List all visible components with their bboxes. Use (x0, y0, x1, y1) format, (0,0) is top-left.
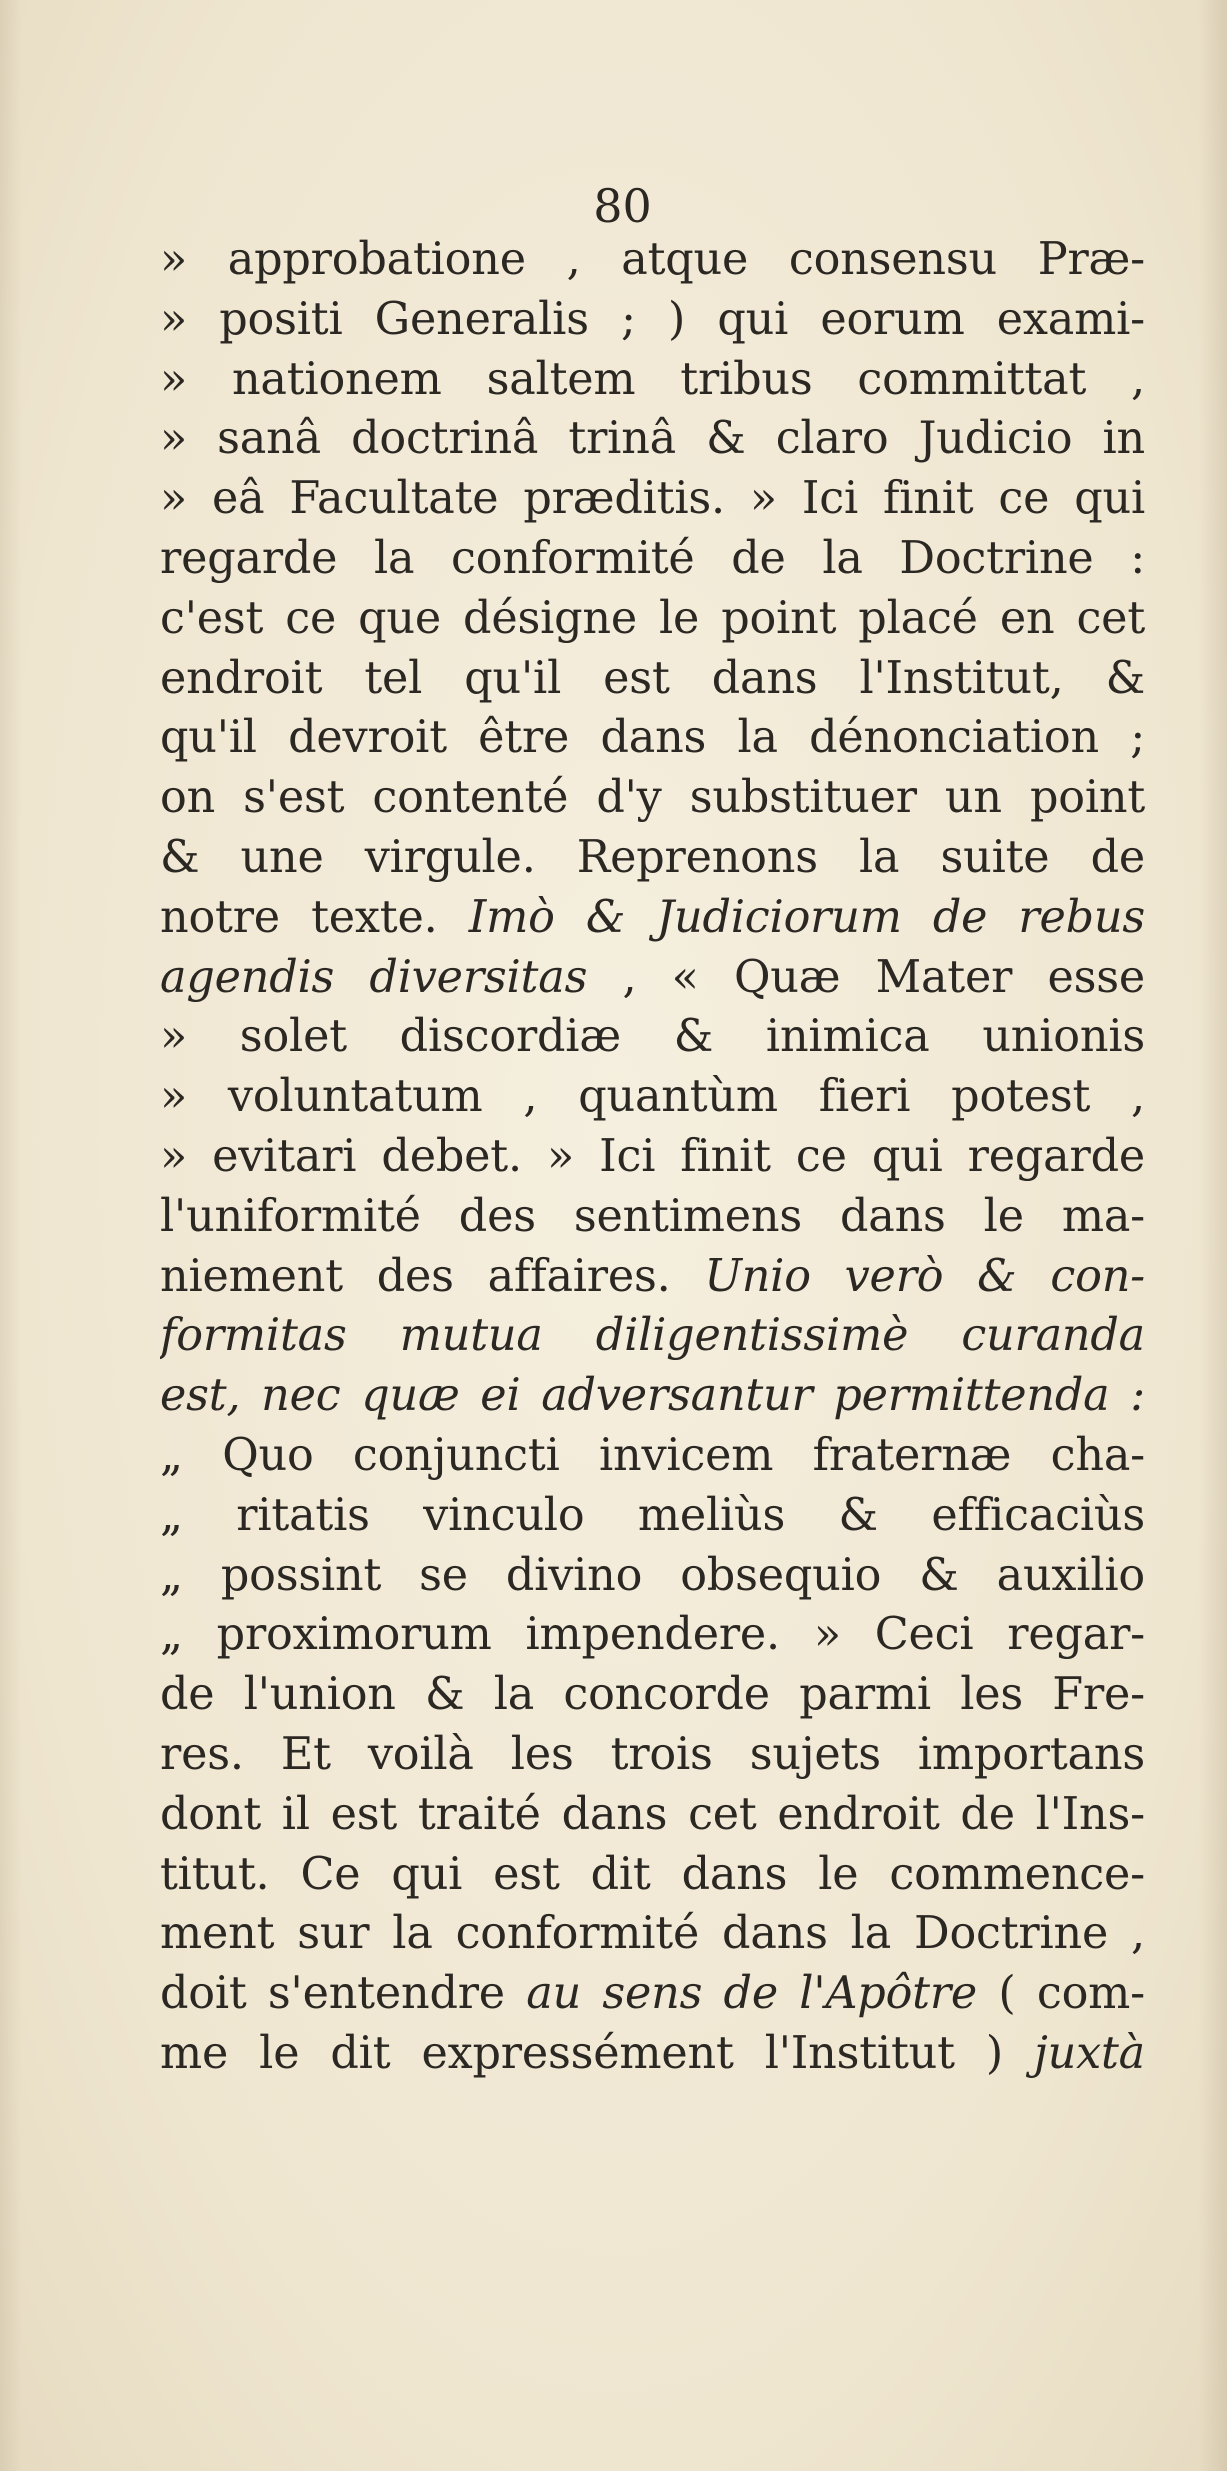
text-segment: titut. Ce qui est dit dans le commence- (160, 1848, 1145, 1900)
text-line (160, 1904, 1145, 1964)
text-line (160, 1127, 1145, 1187)
text-line (160, 1964, 1145, 2024)
text-segment: „ ritatis vinculo meliùs & efficaciùs (160, 1489, 1145, 1541)
text-line (160, 589, 1145, 649)
text-segment: l'uniformité des sentimens dans le ma- (160, 1190, 1145, 1242)
text-segment: res. Et voilà les trois sujets importans (160, 1728, 1145, 1780)
italic-text-segment: juxtà (1034, 2027, 1145, 2079)
text-segment: „ proximorum impendere. » Ceci regar- (160, 1609, 1145, 1661)
text-line (160, 828, 1145, 888)
text-segment: regarde la conformité de la Doctrine : (160, 532, 1145, 584)
text-line (160, 1605, 1145, 1665)
text-segment: c'est ce que désigne le point placé en cet (160, 592, 1145, 644)
italic-text-segment: Imò & Judiciorum de rebus (468, 891, 1145, 943)
italic-text-segment: au sens de l'Apôtre (526, 1968, 978, 2020)
text-segment: me le dit expressément l'Institut ) (160, 2027, 1035, 2079)
text-segment: „ possint se divino obsequio & auxilio (160, 1549, 1145, 1601)
text-segment: notre texte. (160, 891, 469, 943)
text-segment: » eâ Facultate præditis. » Ici finit ce qui (160, 473, 1145, 525)
page-edge-shadow-left (0, 0, 22, 2471)
text-segment: endroit tel qu'il est dans l'Institut, & (160, 652, 1145, 704)
text-line (160, 1486, 1145, 1546)
italic-text-segment: agendis diversitas (160, 951, 588, 1003)
text-segment: ( com- (977, 1968, 1145, 2020)
text-line (160, 350, 1145, 410)
text-line (160, 888, 1145, 948)
text-line (160, 529, 1145, 589)
text-segment: » positi Generalis ; ) qui eorum exami- (160, 293, 1145, 345)
text-line (160, 1067, 1145, 1127)
italic-text-segment: est, nec quæ ei adversantur permittenda : (160, 1370, 1145, 1422)
text-line (160, 1845, 1145, 1905)
text-segment: ment sur la conformité dans la Doctrine , (160, 1908, 1145, 1960)
text-line (160, 768, 1145, 828)
text-line (160, 2024, 1145, 2084)
text-line (160, 1546, 1145, 1606)
text-line (160, 708, 1145, 768)
text-line (160, 469, 1145, 529)
text-line (160, 1306, 1145, 1366)
text-line (160, 290, 1145, 350)
text-segment: on s'est contenté d'y substituer un point (160, 772, 1145, 824)
text-line (160, 1007, 1145, 1067)
italic-text-segment: Unio verò & con- (704, 1250, 1145, 1302)
text-segment: doit s'entendre (160, 1968, 527, 2020)
text-line (160, 1247, 1145, 1307)
text-line (160, 1187, 1145, 1247)
text-segment: „ Quo conjuncti invicem fraternæ cha- (160, 1429, 1145, 1481)
italic-text-segment: formitas mutua diligentissimè curanda (160, 1310, 1145, 1362)
text-segment: » sanâ doctrinâ trinâ & claro Judicio in (160, 413, 1145, 465)
text-segment: & une virgule. Reprenons la suite de (160, 831, 1145, 883)
text-line (160, 1426, 1145, 1486)
body-text (160, 230, 1145, 2084)
text-segment: de l'union & la concorde parmi les Fre- (160, 1669, 1145, 1721)
text-line (160, 409, 1145, 469)
text-segment: » solet discordiæ & inimica unionis (160, 1011, 1145, 1063)
text-segment: » approbatione , atque consensu Præ- (160, 234, 1145, 285)
text-segment: qu'il devroit être dans la dénonciation ; (160, 712, 1145, 764)
text-segment: » nationem saltem tribus committat , (160, 353, 1145, 405)
text-line (160, 1366, 1145, 1426)
text-line (160, 649, 1145, 709)
text-line (160, 1725, 1145, 1785)
text-segment: dont il est traité dans cet endroit de l'Ins- (160, 1788, 1145, 1840)
text-line (160, 948, 1145, 1008)
text-line (160, 230, 1145, 290)
page-number: 80 (593, 179, 652, 233)
text-segment: , « Quæ Mater esse (587, 951, 1145, 1003)
text-line (160, 1665, 1145, 1725)
text-segment: » voluntatum , quantùm fieri potest , (160, 1071, 1145, 1123)
text-segment: » evitari debet. » Ici finit ce qui regarde (160, 1130, 1145, 1182)
text-line (160, 1785, 1145, 1845)
text-segment: niement des affaires. (160, 1250, 705, 1302)
page-edge-shadow-right (1199, 0, 1227, 2471)
